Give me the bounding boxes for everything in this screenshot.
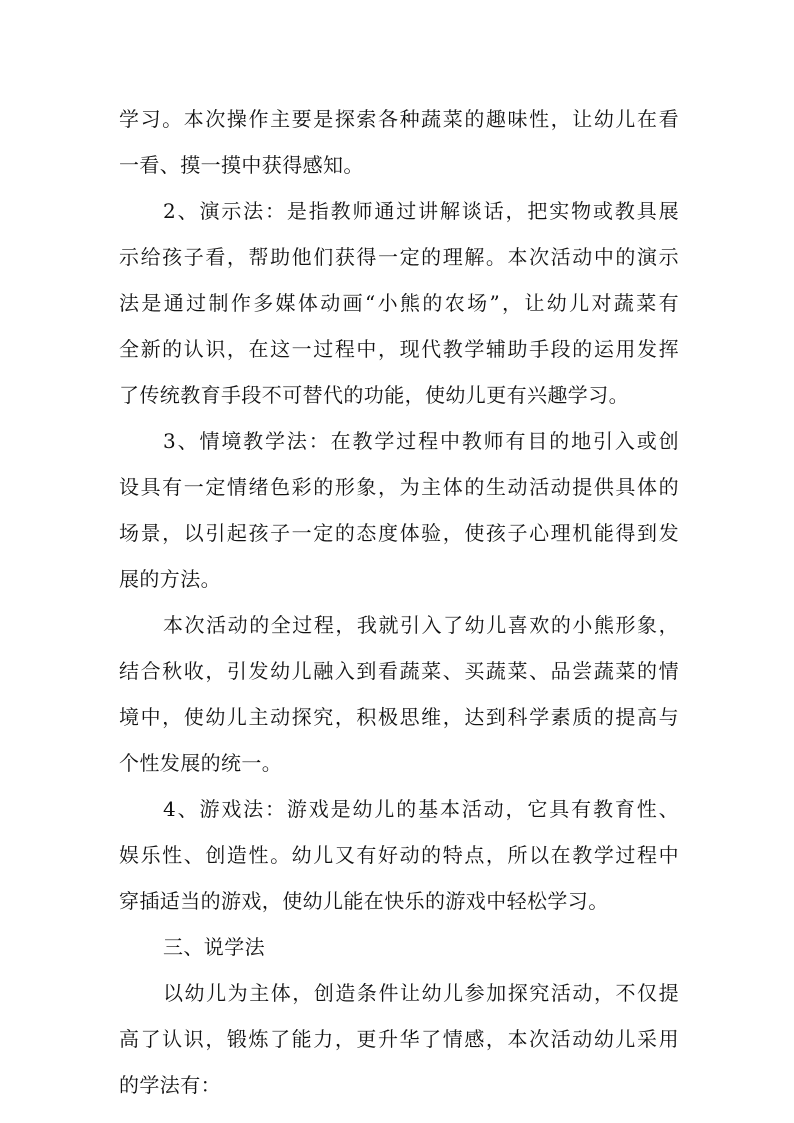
text-line: 一看、摸一摸中获得感知。 — [119, 153, 364, 177]
paragraph-first-line: 4、游戏法：游戏是幼儿的基本活动，它具有教育性、 — [163, 797, 679, 821]
text-line: 结合秋收，引发幼儿融入到看蔬菜、买蔬菜、品尝蔬菜的情 — [119, 659, 679, 683]
text-line: 示给孩子看，帮助他们获得一定的理解。本次活动中的演示 — [119, 245, 679, 269]
section-heading: 三、说学法 — [163, 935, 265, 959]
text-line: 设具有一定情绪色彩的形象，为主体的生动活动提供具体的 — [119, 475, 679, 499]
text-line: 的学法有： — [119, 1073, 221, 1097]
body-text — [119, 96, 679, 1108]
text-line: 法是通过制作多媒体动画“小熊的农场”，让幼儿对蔬菜有 — [119, 291, 679, 315]
paragraph-first-line: 3、情境教学法：在教学过程中教师有目的地引入或创 — [163, 429, 679, 453]
paragraph-first-line: 本次活动的全过程，我就引入了幼儿喜欢的小熊形象， — [163, 613, 679, 637]
text-line: 个性发展的统一。 — [119, 751, 283, 775]
text-line: 全新的认识，在这一过程中，现代教学辅助手段的运用发挥 — [119, 337, 679, 361]
paragraph-first-line: 2、演示法：是指教师通过讲解谈话，把实物或教具展 — [163, 199, 679, 223]
text-line: 了传统教育手段不可替代的功能，使幼儿更有兴趣学习。 — [119, 383, 629, 407]
text-line: 穿插适当的游戏，使幼儿能在快乐的游戏中轻松学习。 — [119, 889, 609, 913]
text-line: 学习。本次操作主要是探索各种蔬菜的趣味性，让幼儿在看 — [119, 107, 679, 131]
text-line: 娱乐性、创造性。幼儿又有好动的特点，所以在教学过程中 — [119, 843, 679, 867]
text-line: 场景，以引起孩子一定的态度体验，使孩子心理机能得到发 — [119, 521, 679, 545]
text-line: 境中，使幼儿主动探究，积极思维，达到科学素质的提高与 — [119, 705, 679, 729]
text-line: 高了认识，锻炼了能力，更升华了情感，本次活动幼儿采用 — [119, 1027, 679, 1051]
paragraph-first-line: 以幼儿为主体，创造条件让幼儿参加探究活动，不仅提 — [163, 981, 679, 1005]
text-line: 展的方法。 — [119, 567, 221, 591]
